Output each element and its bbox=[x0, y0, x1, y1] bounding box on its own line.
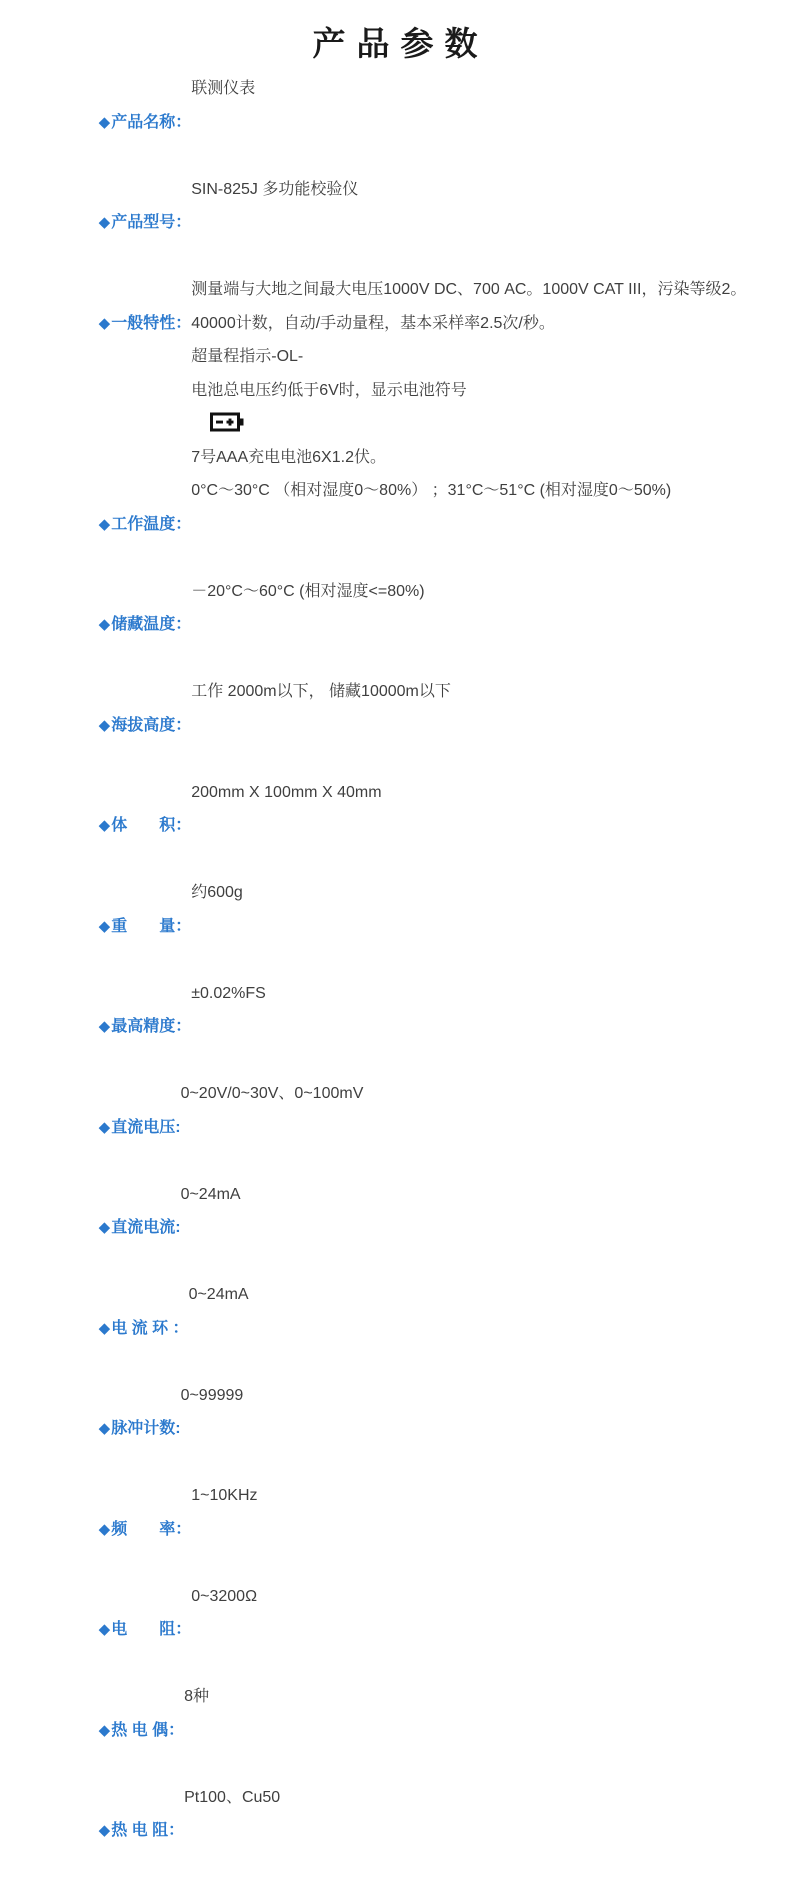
spec-value-text: 约600g bbox=[191, 884, 243, 901]
spec-value-line bbox=[191, 374, 770, 441]
spec-value-text: 7号AAA充电电池6X1.2伏。 bbox=[191, 449, 386, 466]
spec-value-line bbox=[191, 1580, 770, 1614]
spec-label-text: 产品名称： bbox=[111, 114, 191, 131]
spec-label bbox=[72, 72, 191, 173]
page-title: 产品参数 bbox=[0, 0, 790, 64]
spec-list bbox=[0, 64, 790, 1881]
spec-value-line bbox=[191, 575, 770, 609]
spec-value bbox=[181, 1379, 770, 1413]
spec-label-text: 工作温度： bbox=[111, 516, 191, 533]
spec-value-line bbox=[191, 340, 770, 374]
spec-value-text: Pt100、Cu50 bbox=[184, 1789, 280, 1806]
spec-label-text: 热 电 阻： bbox=[111, 1822, 184, 1839]
spec-row bbox=[72, 72, 770, 173]
spec-value-line bbox=[184, 1680, 770, 1714]
spec-value-line bbox=[184, 1781, 770, 1815]
diamond-bullet-icon: ◆ bbox=[99, 616, 111, 633]
spec-value-text: 联测仪表 bbox=[191, 80, 255, 97]
diamond-bullet-icon: ◆ bbox=[99, 817, 111, 834]
spec-value-text: 超量程指示-OL- bbox=[191, 348, 303, 365]
spec-row bbox=[72, 1680, 770, 1781]
diamond-bullet-icon: ◆ bbox=[99, 1119, 111, 1136]
spec-label-text: 产品型号： bbox=[111, 214, 191, 231]
spec-value-text: 0~24mA bbox=[181, 1186, 241, 1203]
battery-low-icon bbox=[210, 412, 244, 432]
spec-label bbox=[72, 575, 191, 676]
spec-row bbox=[72, 1781, 770, 1881]
diamond-bullet-icon: ◆ bbox=[99, 516, 111, 533]
spec-value bbox=[191, 474, 770, 508]
spec-label bbox=[72, 1278, 189, 1379]
spec-value-text: 0~24mA bbox=[189, 1286, 249, 1303]
spec-value-line bbox=[191, 173, 770, 207]
spec-value-text: 电池总电压约低于6V时，显示电池符号 bbox=[191, 382, 467, 399]
spec-value bbox=[191, 675, 770, 709]
spec-value-line bbox=[191, 474, 770, 508]
diamond-bullet-icon: ◆ bbox=[99, 1018, 111, 1035]
spec-label bbox=[72, 1479, 191, 1580]
spec-row bbox=[72, 474, 770, 575]
diamond-bullet-icon: ◆ bbox=[99, 1621, 111, 1638]
spec-label bbox=[72, 173, 191, 274]
spec-value bbox=[181, 1077, 770, 1111]
spec-label bbox=[72, 1580, 191, 1681]
spec-label-text: 储藏温度： bbox=[111, 616, 191, 633]
diamond-bullet-icon: ◆ bbox=[99, 114, 111, 131]
spec-value-line bbox=[191, 1479, 770, 1513]
spec-value-line bbox=[191, 675, 770, 709]
spec-value-text: SIN-825J 多功能校验仪 bbox=[191, 181, 358, 198]
spec-label bbox=[72, 1680, 184, 1781]
spec-label-text: 海拔高度： bbox=[111, 717, 191, 734]
spec-value bbox=[191, 1479, 770, 1513]
spec-row bbox=[72, 1077, 770, 1178]
spec-value bbox=[181, 1178, 770, 1212]
spec-label-text: 频 率： bbox=[111, 1521, 191, 1538]
spec-value-line bbox=[191, 72, 770, 106]
spec-value-line bbox=[181, 1077, 770, 1111]
spec-row bbox=[72, 675, 770, 776]
diamond-bullet-icon: ◆ bbox=[99, 1822, 111, 1839]
spec-label bbox=[72, 776, 191, 877]
spec-label-text: 脉冲计数: bbox=[111, 1420, 180, 1437]
spec-label-text: 重 量： bbox=[111, 918, 191, 935]
spec-value-text: 0~99999 bbox=[181, 1387, 244, 1404]
spec-row bbox=[72, 1479, 770, 1580]
spec-value bbox=[184, 1680, 770, 1714]
spec-value bbox=[191, 72, 770, 106]
spec-label bbox=[72, 1379, 181, 1480]
spec-value-text: 0°C～30°C （相对湿度0～80%） ；31°C～51°C (相对湿度0～50%) bbox=[191, 482, 671, 499]
spec-value-line bbox=[181, 1178, 770, 1212]
spec-label-text: 一般特性： bbox=[111, 315, 191, 332]
spec-label bbox=[72, 675, 191, 776]
spec-value bbox=[189, 1278, 770, 1312]
spec-label bbox=[72, 273, 191, 374]
spec-row bbox=[72, 876, 770, 977]
spec-value-line bbox=[181, 1379, 770, 1413]
spec-value bbox=[184, 1781, 770, 1815]
spec-value-line bbox=[191, 876, 770, 910]
spec-value-text: 测量端与大地之间最大电压1000V DC、700 AC。1000V CAT III，污染等级2。 bbox=[191, 281, 746, 298]
spec-label-text: 体 积： bbox=[111, 817, 191, 834]
diamond-bullet-icon: ◆ bbox=[99, 214, 111, 231]
spec-value-text: 1~10KHz bbox=[191, 1487, 257, 1504]
spec-label bbox=[72, 1178, 181, 1279]
spec-value-line bbox=[189, 1278, 770, 1312]
diamond-bullet-icon: ◆ bbox=[99, 717, 111, 734]
diamond-bullet-icon: ◆ bbox=[99, 918, 111, 935]
spec-label-text: 热 电 偶： bbox=[111, 1722, 184, 1739]
spec-value-text: 40000计数，自动/手动量程，基本采样率2.5次/秒。 bbox=[191, 315, 555, 332]
diamond-bullet-icon: ◆ bbox=[99, 1722, 111, 1739]
spec-row bbox=[72, 1178, 770, 1279]
spec-row bbox=[72, 575, 770, 676]
spec-value-text: 8种 bbox=[184, 1688, 209, 1705]
spec-row bbox=[72, 173, 770, 274]
spec-value-text: 200mm X 100mm X 40mm bbox=[191, 784, 381, 801]
spec-value-line bbox=[191, 273, 770, 307]
spec-value-line bbox=[191, 776, 770, 810]
spec-row bbox=[72, 1278, 770, 1379]
spec-label-text: 最高精度： bbox=[111, 1018, 191, 1035]
spec-value bbox=[191, 1580, 770, 1614]
diamond-bullet-icon: ◆ bbox=[99, 315, 111, 332]
spec-label bbox=[72, 1077, 181, 1178]
spec-value-line bbox=[191, 307, 770, 341]
spec-row bbox=[72, 977, 770, 1078]
spec-label-text: 电 流 环 ： bbox=[111, 1320, 188, 1337]
spec-value-line bbox=[191, 441, 770, 475]
diamond-bullet-icon: ◆ bbox=[99, 1420, 111, 1437]
spec-value-line bbox=[191, 977, 770, 1011]
spec-value bbox=[191, 876, 770, 910]
spec-label-text: 直流电压: bbox=[111, 1119, 180, 1136]
diamond-bullet-icon: ◆ bbox=[99, 1219, 111, 1236]
spec-value bbox=[191, 173, 770, 207]
spec-label-text: 直流电流: bbox=[111, 1219, 180, 1236]
spec-value bbox=[191, 575, 770, 609]
spec-row bbox=[72, 273, 770, 474]
spec-value-text: 0~20V/0~30V、0~100mV bbox=[181, 1085, 364, 1102]
spec-value-text: 工作 2000m以下， 储藏10000m以下 bbox=[191, 683, 451, 700]
spec-value-text: －20°C～60°C (相对湿度<=80%) bbox=[191, 583, 424, 600]
spec-label bbox=[72, 474, 191, 575]
spec-row bbox=[72, 776, 770, 877]
spec-value-text: ±0.02%FS bbox=[191, 985, 266, 1002]
spec-label bbox=[72, 1781, 184, 1881]
spec-row bbox=[72, 1379, 770, 1480]
spec-label bbox=[72, 977, 191, 1078]
product-parameters-page bbox=[0, 0, 790, 781]
spec-value bbox=[191, 977, 770, 1011]
spec-value bbox=[191, 273, 770, 474]
spec-row bbox=[72, 1580, 770, 1681]
spec-label bbox=[72, 876, 191, 977]
spec-label-text: 电 阻： bbox=[111, 1621, 191, 1638]
spec-value bbox=[191, 776, 770, 810]
spec-value-text: 0~3200Ω bbox=[191, 1588, 257, 1605]
diamond-bullet-icon: ◆ bbox=[99, 1320, 111, 1337]
diamond-bullet-icon: ◆ bbox=[99, 1521, 111, 1538]
